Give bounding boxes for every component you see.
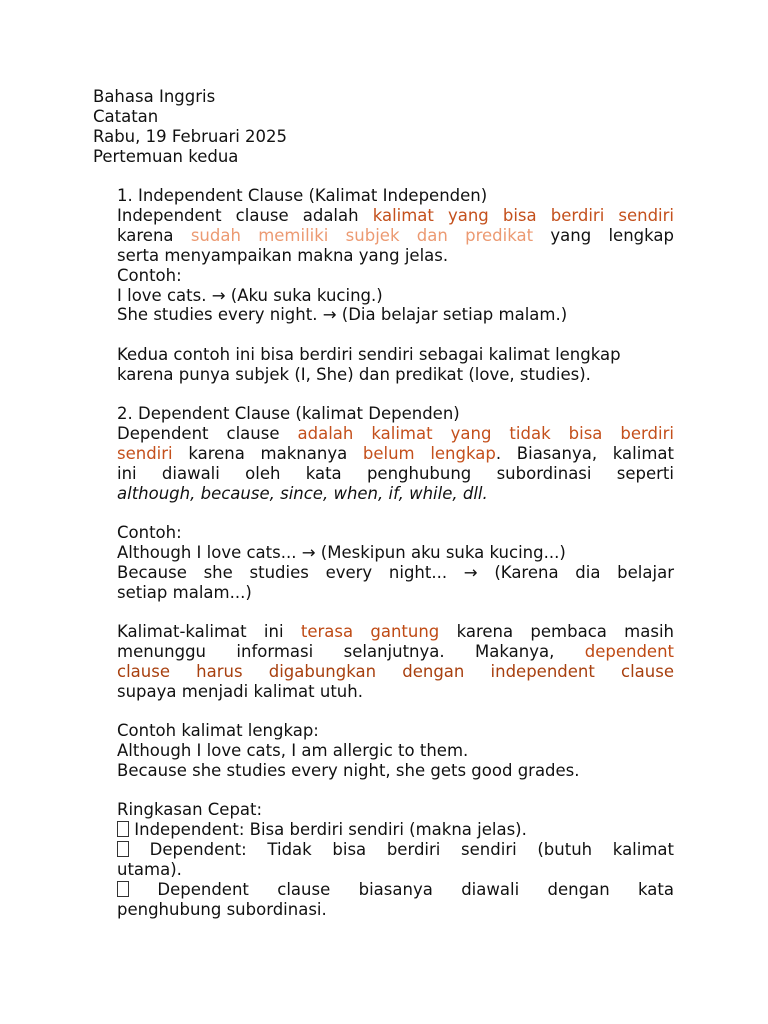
section1-example-label: Contoh: — [117, 266, 182, 285]
checkbox-glyph-icon — [117, 881, 129, 897]
checkbox-glyph-icon — [117, 821, 129, 837]
highlight-text: adalah kalimat yang tidak bisa berdiri — [297, 424, 674, 443]
full-example-1: Although I love cats, I am allergic to them. — [117, 741, 469, 760]
section2-note-line3: clause harus digabungkan dengan independent clause — [117, 662, 674, 681]
section2-note-line1: Kalimat-kalimat ini terasa gantung karena pembaca masih — [117, 622, 675, 641]
highlight-text: kalimat yang bisa berdiri sendiri — [372, 206, 674, 225]
section1-heading: 1. Independent Clause (Kalimat Independen) — [117, 186, 488, 205]
section2-note-line2: menunggu informasi selanjutnya. Makanya, dependent — [117, 642, 674, 661]
summary-label: Ringkasan Cepat: — [117, 800, 263, 819]
section1-example-1: I love cats. → (Aku suka kucing.) — [117, 286, 383, 305]
summary-item-2-line1: Dependent: Tidak bisa berdiri sendiri (butuh kalimat — [117, 840, 674, 860]
highlight-text: terasa gantung — [300, 622, 440, 641]
date-line: Rabu, 19 Februari 2025 — [93, 127, 288, 146]
section1-definition-line3: serta menyampaikan makna yang jelas. — [117, 246, 449, 265]
highlight-text: belum lengkap — [362, 444, 496, 463]
section1-note-line2: karena punya subjek (I, She) dan predikat (love, studies). — [117, 365, 591, 384]
summary-item-1: Independent: Bisa berdiri sendiri (makna jelas). — [117, 820, 527, 840]
highlight-text: sudah memiliki subjek dan predikat — [190, 226, 534, 245]
section1-example-2: She studies every night. → (Dia belajar setiap malam.) — [117, 305, 568, 324]
checkbox-glyph-icon — [117, 841, 129, 857]
subject-line: Bahasa Inggris — [93, 87, 216, 106]
summary-item-3-line1: Dependent clause biasanya diawali dengan kata — [117, 880, 674, 900]
section2-example-label: Contoh: — [117, 523, 182, 542]
section2-example-2-line1: Because she studies every night... → (Karena dia belajar — [117, 563, 674, 582]
section2-note-line4: supaya menjadi kalimat utuh. — [117, 682, 363, 701]
section1-definition-line2: karena sudah memiliki subjek dan predikat yang lengkap — [117, 226, 674, 245]
full-example-2: Because she studies every night, she gets good grades. — [117, 761, 580, 780]
section2-definition-line3: ini diawali oleh kata penghubung subordinasi seperti — [117, 464, 674, 483]
summary-item-3-line2: penghubung subordinasi. — [117, 900, 327, 919]
meeting-line: Pertemuan kedua — [93, 147, 239, 166]
section1-definition-line1: Independent clause adalah kalimat yang bisa berdiri sendiri — [117, 206, 674, 225]
section2-definition-line2: sendiri karena maknanya belum lengkap. Biasanya, kalimat — [117, 444, 674, 463]
summary-item-2-line2: utama). — [117, 860, 182, 879]
highlight-text: sendiri — [117, 444, 173, 463]
section1-note-line1: Kedua contoh ini bisa berdiri sendiri sebagai kalimat lengkap — [117, 345, 621, 364]
section2-definition-line4: although, because, since, when, if, while, dll. — [117, 484, 488, 503]
section2-definition-line1: Dependent clause adalah kalimat yang tidak bisa berdiri — [117, 424, 674, 443]
section2-heading: 2. Dependent Clause (kalimat Dependen) — [117, 404, 460, 423]
section2-example-2-line2: setiap malam...) — [117, 583, 252, 602]
note-type-line: Catatan — [93, 107, 159, 126]
highlight-text: dependent — [584, 642, 674, 661]
full-examples-label: Contoh kalimat lengkap: — [117, 721, 319, 740]
section2-example-1: Although I love cats... → (Meskipun aku suka kucing...) — [117, 543, 566, 562]
